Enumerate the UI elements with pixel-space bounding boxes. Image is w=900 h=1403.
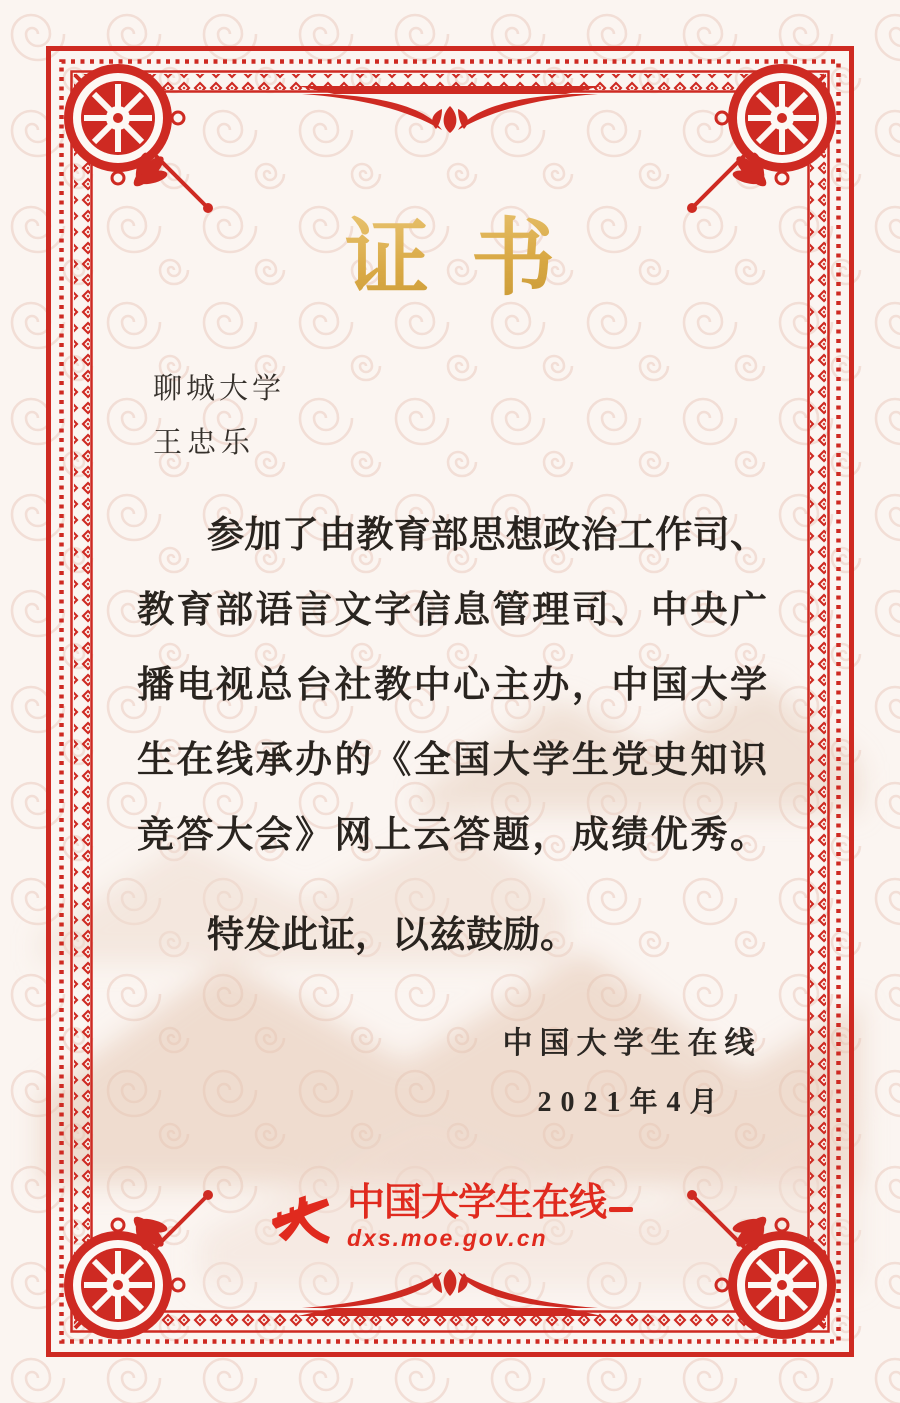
closing-line: 特发此证，以兹鼓励。 — [207, 915, 577, 956]
body-line: 播电视总台社教中心主办，中国大学 — [137, 665, 767, 706]
school-name: 聊城大学 — [153, 373, 286, 405]
logo-text-block — [347, 1184, 633, 1252]
footer-logo — [0, 1184, 900, 1252]
body-line: 竞答大会》网上云答题，成绩优秀。 — [137, 815, 767, 856]
recipient-name: 王忠乐 — [153, 427, 256, 459]
body-line: 生在线承办的《全国大学生党史知识 — [137, 740, 767, 781]
body-line: 参加了由教育部思想政治工作司、 — [207, 515, 767, 556]
issuer-name: 中国大学生在线 — [502, 1027, 762, 1060]
certificate-body — [137, 498, 767, 873]
great-wall-da-icon — [267, 1188, 337, 1250]
certificate-title: 证书 — [0, 212, 900, 309]
signature-block — [482, 1018, 782, 1120]
logo-url: dxs.moe.gov.cn — [346, 1224, 548, 1251]
body-line: 教育部语言文字信息管理司、中央广 — [137, 590, 767, 631]
issue-date: 2021年4月 — [537, 1087, 727, 1118]
logo-wordmark: 中国大学生在线 — [347, 1184, 633, 1224]
